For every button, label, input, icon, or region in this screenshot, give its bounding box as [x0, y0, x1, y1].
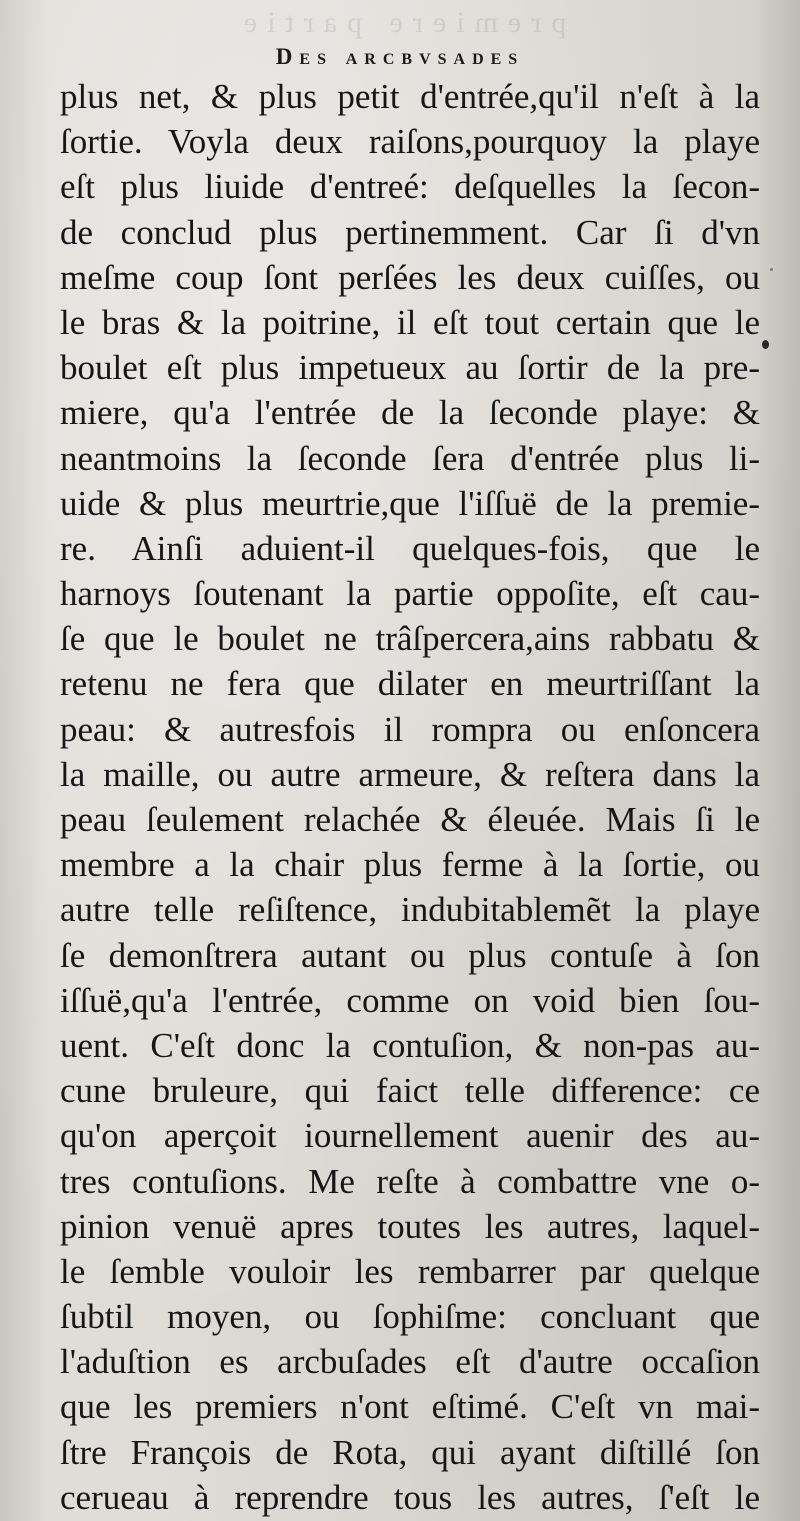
text-line: ſe que le boulet ne trâſpercera,ains rabbatu & [60, 619, 760, 659]
text-line: re. Ainſi aduient-il quelques-fois, que le [60, 528, 760, 568]
text-line: uide & plus meurtrie,que l'iſſuë de la premie- [60, 483, 760, 523]
text-line: meſme coup ſont perſées les deux cuiſſes, ou [60, 257, 760, 297]
text-line: peau ſeulement relachée & éleuée. Mais ſi le [60, 800, 760, 839]
bleed-through-text: premiere partie [233, 6, 567, 39]
text-line: uent. C'eſt donc la contuſion, & non-pas au- [60, 1025, 760, 1065]
text-line: le ſemble vouloir les rembarrer par quelque [60, 1251, 760, 1291]
text-line: neantmoins la ſeconde ſera d'entrée plus li- [60, 438, 760, 478]
text-line: plus net, & plus petit d'entrée,qu'il n'eſt à la [60, 77, 760, 116]
text-line: tres contuſions. Me reſte à combattre vne o- [60, 1161, 760, 1201]
text-line: retenu ne fera que dilater en meurtriſſant la [60, 664, 760, 704]
ink-speck [762, 340, 769, 349]
running-head: Des arcbvsades [275, 44, 525, 69]
body-text [60, 74, 760, 1520]
text-line: qu'on aperçoit iournellement auenir des au- [60, 1116, 760, 1156]
text-line: cerueau à reprendre tous les autres, ſ'eſt le [60, 1477, 760, 1517]
text-line: pinion venuë apres toutes les autres, laquel- [60, 1206, 760, 1246]
text-line: l'aduſtion es arcbuſades eſt d'autre occaſion [60, 1342, 760, 1382]
text-line: de conclud plus pertinemment. Car ſi d'vn [60, 212, 760, 252]
text-line: autre telle reſiſtence, indubitablemẽt la playe [60, 890, 760, 930]
text-line: cune bruleure, qui faict telle difference: ce [60, 1071, 760, 1111]
text-line: miere, qu'a l'entrée de la ſeconde playe: & [60, 393, 760, 433]
ink-speck [770, 268, 773, 271]
text-line: ſubtil moyen, ou ſophiſme: concluant que [60, 1297, 760, 1337]
text-line: boulet eſt plus impetueux au ſortir de la pre- [60, 348, 760, 388]
text-line: ſtre François de Rota, qui ayant diſtillé ſon [60, 1432, 760, 1472]
text-line: ſe demonſtrera autant ou plus contuſe à ſon [60, 935, 760, 975]
text-line: iſſuë,qu'a l'entrée, comme on void bien ſou- [60, 980, 760, 1020]
text-line: que les premiers n'ont eſtimé. C'eſt vn mai- [60, 1387, 760, 1427]
text-line: eſt plus liuide d'entreé: deſquelles la ſecon- [60, 167, 760, 207]
text-line: harnoys ſoutenant la partie oppoſite, eſt cau- [60, 574, 760, 614]
text-line: le bras & la poitrine, il eſt tout certain que le [60, 302, 760, 342]
text-line: peau: & autresfois il rompra ou enſoncera [60, 709, 760, 749]
text-line: membre a la chair plus ferme à la ſortie, ou [60, 845, 760, 885]
text-line: ſortie. Voyla deux raiſons,pourquoy la playe [60, 122, 760, 162]
text-line: la maille, ou autre armeure, & reſtera dans la [60, 754, 760, 794]
